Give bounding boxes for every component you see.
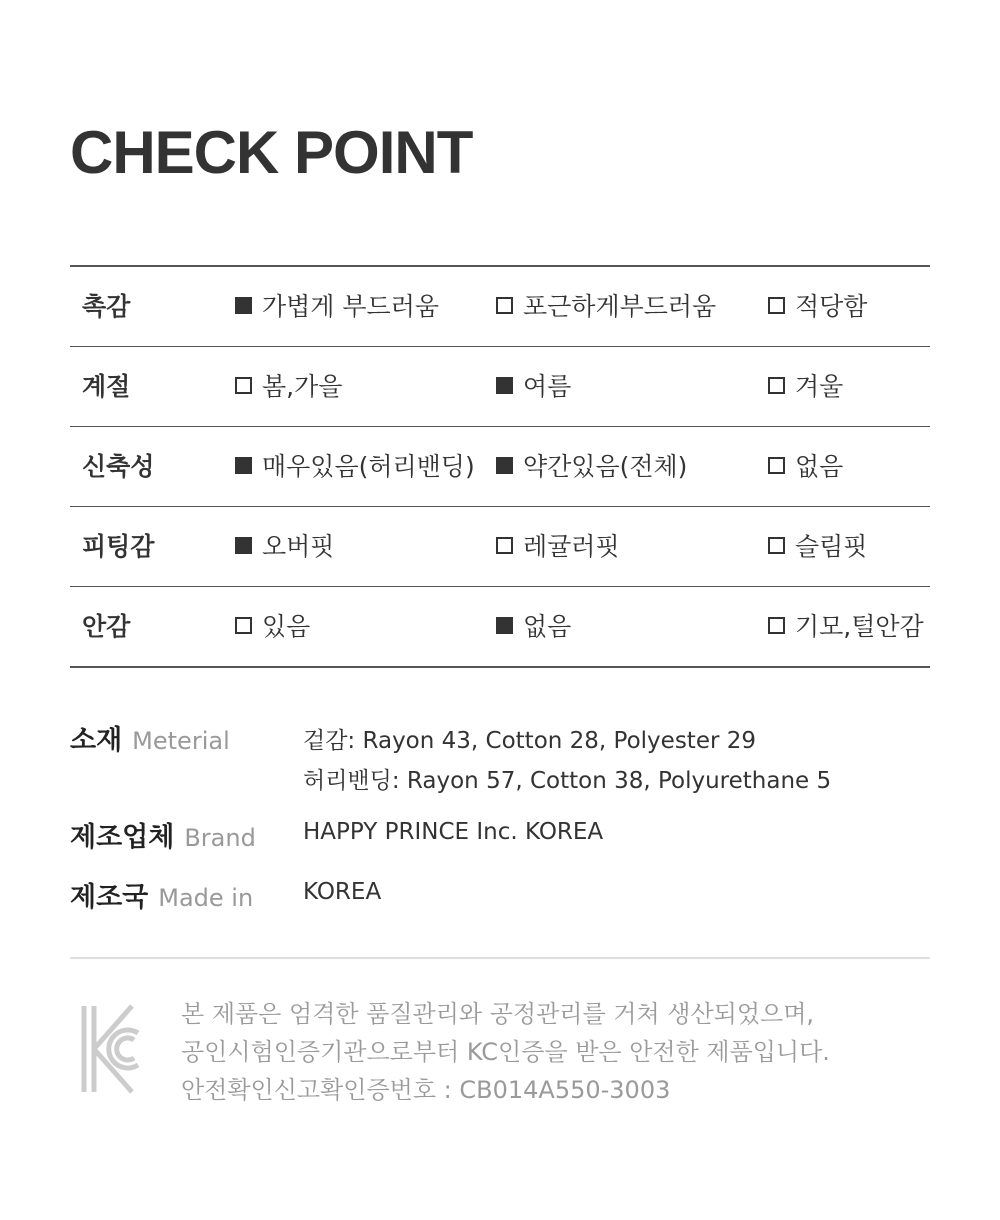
option-label: 봄,가을 <box>262 372 343 401</box>
checkpoint-row <box>70 427 930 507</box>
checkbox-option <box>235 507 334 586</box>
material-label-ko: 소재 <box>70 725 123 756</box>
checkbox-icon <box>768 617 785 634</box>
checkbox-icon <box>496 457 513 474</box>
checkbox-option <box>235 347 342 426</box>
option-label: 있음 <box>262 612 311 641</box>
checkbox-option <box>496 587 571 666</box>
brand-value: HAPPY PRINCE Inc. KOREA <box>303 819 604 845</box>
checkbox-icon <box>235 377 252 394</box>
origin-label-ko: 제조국 <box>70 882 149 913</box>
option-label: 없음 <box>795 452 844 481</box>
checkbox-icon <box>768 297 785 314</box>
checkbox-icon <box>235 537 252 554</box>
brand-label-en: Brand <box>184 824 256 852</box>
material-line-waistband: 허리밴딩: Rayon 57, Cotton 38, Polyurethane 5 <box>303 768 832 794</box>
section-divider <box>70 957 930 959</box>
kc-notice <box>181 995 830 1109</box>
checkbox-icon <box>235 617 252 634</box>
checkbox-option <box>768 587 924 666</box>
checkbox-icon <box>496 297 513 314</box>
material-label-en: Meterial <box>132 727 230 755</box>
checkbox-option <box>496 507 620 586</box>
checkbox-icon <box>235 457 252 474</box>
checkpoint-table <box>70 265 930 668</box>
checkpoint-row <box>70 267 930 347</box>
material-line-outer: 겉감: Rayon 43, Cotton 28, Polyester 29 <box>303 728 757 754</box>
notice-line: 공인시험인증기관으로부터 KC인증을 받은 안전한 제품입니다. <box>181 1038 830 1066</box>
row-label: 안감 <box>82 612 131 641</box>
row-label: 신축성 <box>82 452 155 481</box>
origin-label-en: Made in <box>158 884 254 912</box>
option-label: 슬림핏 <box>795 532 868 561</box>
page-title: CHECK POINT <box>70 119 473 186</box>
checkbox-icon <box>496 537 513 554</box>
checkbox-option <box>496 427 687 506</box>
option-label: 매우있음(허리밴딩) <box>262 452 475 481</box>
option-label: 오버핏 <box>262 532 335 561</box>
origin-value: KOREA <box>303 879 382 905</box>
checkbox-icon <box>768 537 785 554</box>
option-label: 레귤러핏 <box>523 532 620 561</box>
row-label: 피팅감 <box>82 532 155 561</box>
brand-label <box>70 815 256 854</box>
material-label <box>70 718 230 757</box>
checkbox-option <box>496 347 571 426</box>
kc-mark-icon <box>80 1003 142 1095</box>
checkbox-option <box>768 507 867 586</box>
option-label: 기모,털안감 <box>795 612 924 641</box>
checkbox-option <box>235 267 439 346</box>
option-label: 포근하게부드러움 <box>523 292 717 321</box>
checkbox-option <box>768 267 867 346</box>
row-label: 촉감 <box>82 292 131 321</box>
checkbox-icon <box>496 617 513 634</box>
checkbox-option <box>235 587 310 666</box>
checkbox-option <box>235 427 475 506</box>
brand-label-ko: 제조업체 <box>70 822 175 853</box>
option-label: 적당함 <box>795 292 868 321</box>
option-label: 가볍게 부드러움 <box>262 292 439 321</box>
row-label: 계절 <box>82 372 131 401</box>
origin-label <box>70 875 253 914</box>
option-label: 없음 <box>523 612 572 641</box>
checkpoint-row <box>70 587 930 668</box>
option-label: 여름 <box>523 372 572 401</box>
checkbox-option <box>768 347 843 426</box>
checkbox-icon <box>768 457 785 474</box>
checkbox-icon <box>496 377 513 394</box>
checkpoint-row <box>70 507 930 587</box>
option-label: 겨울 <box>795 372 844 401</box>
notice-line: 안전확인신고확인증번호 : CB014A550-3003 <box>181 1076 671 1104</box>
notice-line: 본 제품은 엄격한 품질관리와 공정관리를 거쳐 생산되었으며, <box>181 1000 815 1028</box>
checkbox-option <box>768 427 843 506</box>
option-label: 약간있음(전체) <box>523 452 688 481</box>
checkpoint-row <box>70 347 930 427</box>
checkbox-icon <box>768 377 785 394</box>
checkbox-icon <box>235 297 252 314</box>
checkbox-option <box>496 267 716 346</box>
